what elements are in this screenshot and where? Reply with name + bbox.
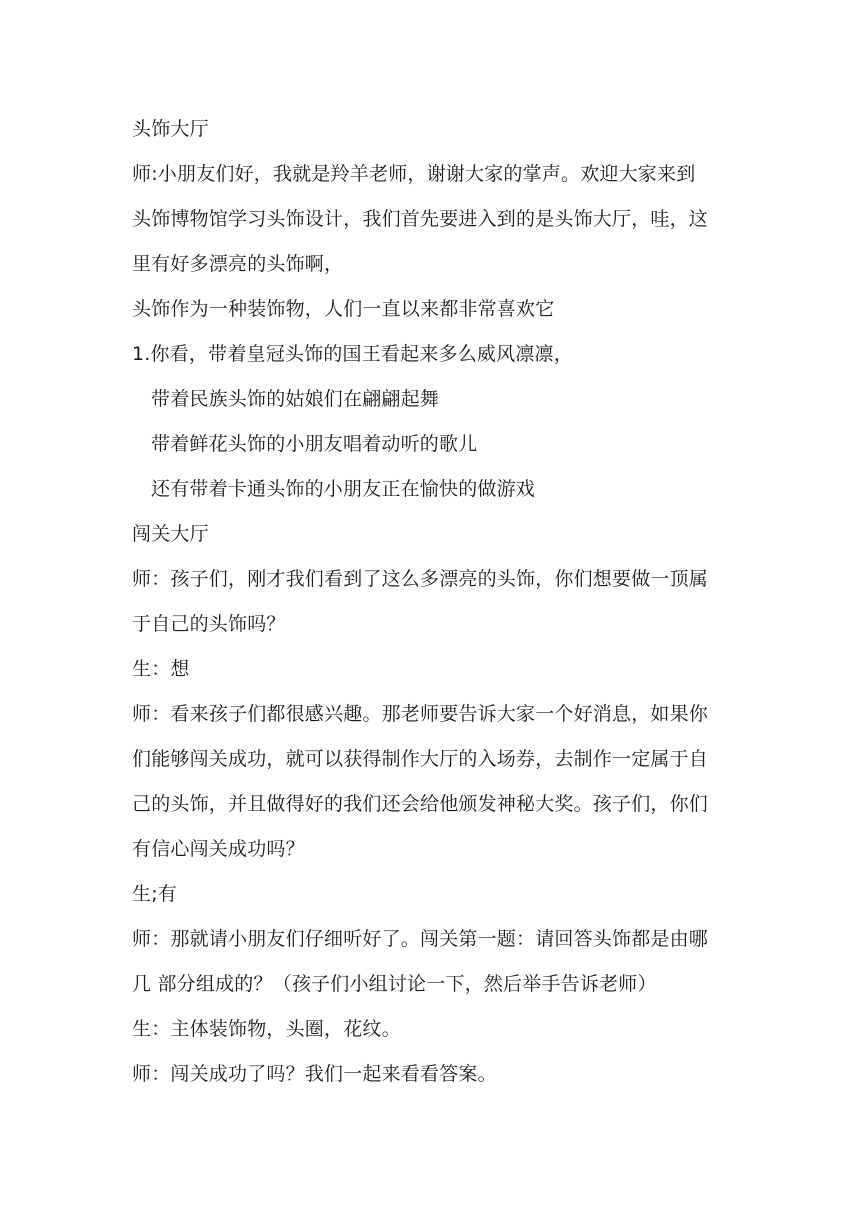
section-heading-challenge-hall: 闯关大厅 [132, 523, 209, 545]
section-heading-headwear-hall: 头饰大厅 [132, 118, 209, 140]
paragraph-line: 己的头饰，并且做得好的我们还会给他颁发神秘大奖。孩子们，你们 [132, 793, 709, 815]
paragraph-line: 几 部分组成的？（孩子们小组讨论一下，然后举手告诉老师） [132, 973, 657, 995]
paragraph-line: 师：看来孩子们都很感兴趣。那老师要告诉大家一个好消息，如果你 [132, 703, 709, 725]
paragraph-line: 头饰作为一种装饰物，人们一直以来都非常喜欢它 [132, 298, 555, 320]
paragraph-line: 师：那就请小朋友们仔细听好了。闯关第一题：请回答头饰都是由哪 [132, 928, 709, 950]
paragraph-line: 生：主体装饰物，头圈，花纹。 [132, 1018, 401, 1040]
paragraph-line: 于自己的头饰吗？ [132, 613, 286, 635]
paragraph-line: 们能够闯关成功，就可以获得制作大厅的入场券，去制作一定属于自 [132, 748, 709, 770]
list-item: 1.你看，带着皇冠头饰的国王看起来多么威风凛凛， [132, 343, 573, 365]
list-subitem: 带着鲜花头饰的小朋友唱着动听的歌儿 [151, 433, 478, 455]
paragraph-line: 里有好多漂亮的头饰啊， [132, 253, 344, 275]
paragraph-line: 师:小朋友们好，我就是羚羊老师，谢谢大家的掌声。欢迎大家来到 [132, 163, 696, 185]
paragraph-line: 头饰博物馆学习头饰设计，我们首先要进入到的是头饰大厅，哇，这 [132, 208, 709, 230]
list-subitem: 还有带着卡通头饰的小朋友正在愉快的做游戏 [151, 478, 536, 500]
paragraph-line: 师：孩子们，刚才我们看到了这么多漂亮的头饰，你们想要做一顶属 [132, 568, 709, 590]
paragraph-line: 生：想 [132, 658, 190, 680]
paragraph-line: 生;有 [132, 883, 178, 905]
paragraph-line: 有信心闯关成功吗？ [132, 838, 305, 860]
document-body [132, 112, 732, 1102]
paragraph-line: 师：闯关成功了吗？我们一起来看看答案。 [132, 1063, 497, 1085]
list-subitem: 带着民族头饰的姑娘们在翩翩起舞 [151, 388, 440, 410]
